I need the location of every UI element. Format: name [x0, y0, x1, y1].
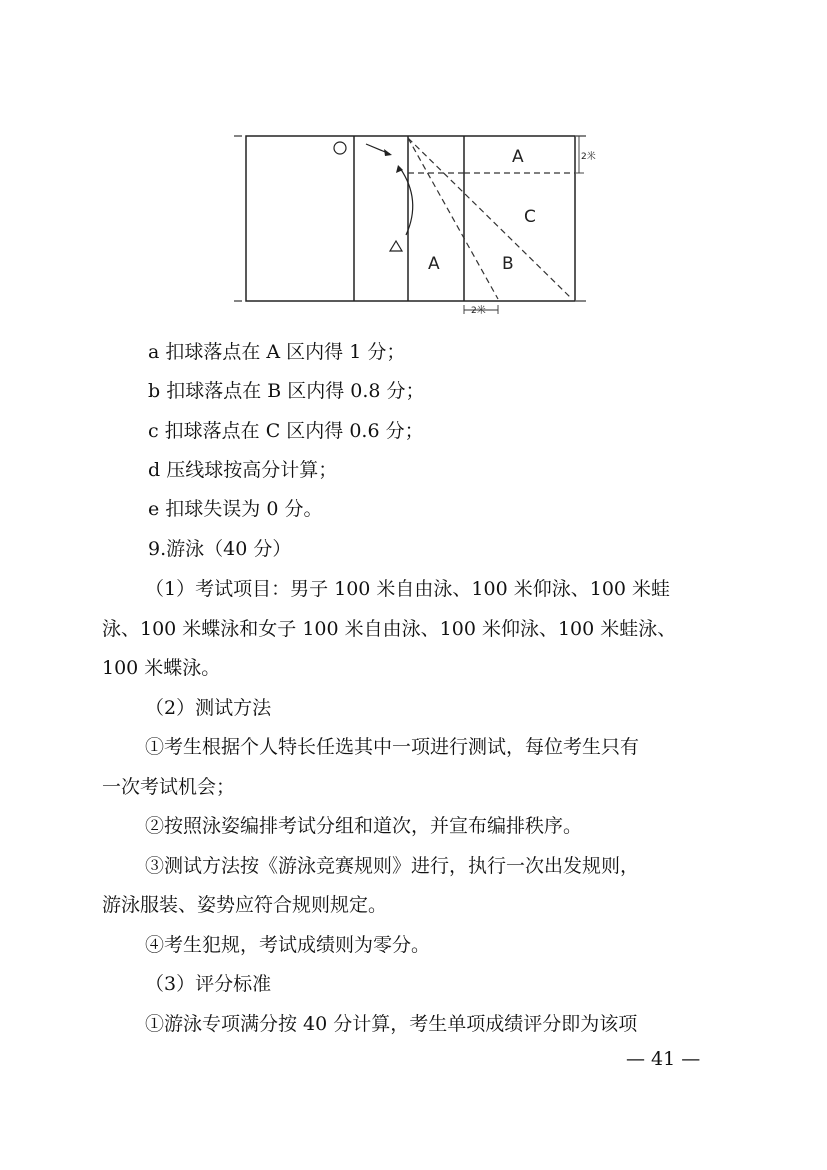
zone-a-top-label: A	[512, 147, 524, 167]
method1-line2: 一次考试机会；	[102, 776, 236, 798]
zone-b-label: B	[502, 254, 514, 274]
dim-right-label: 2米	[581, 152, 596, 162]
method3-line1: ③测试方法按《游泳竞赛规则》进行，执行一次出发规则，	[145, 855, 640, 877]
volleyball-court-diagram	[230, 128, 602, 318]
player-triangle-icon	[390, 241, 402, 251]
method3-line2: 游泳服装、姿势应符合规则规定。	[102, 894, 388, 916]
rule-a: a 扣球落点在 A 区内得 1 分；	[148, 341, 406, 363]
dim-bottom-label: 2米	[471, 306, 486, 316]
court-svg	[230, 128, 602, 318]
method4: ④考生犯规，考试成绩则为零分。	[145, 934, 431, 956]
rule-c: c 扣球落点在 C 区内得 0.6 分；	[148, 420, 424, 442]
zone-c-label: C	[524, 207, 536, 227]
method2: ②按照泳姿编排考试分组和道次，并宣布编排秩序。	[145, 815, 583, 837]
item1-line1: （1）考试项目：男子 100 米自由泳、100 米仰泳、100 米蛙	[145, 578, 671, 600]
ball-arrow-head	[384, 149, 392, 156]
diagonal-line-c	[408, 138, 572, 299]
item1-line3: 100 米蝶泳。	[102, 657, 221, 679]
rule-e: e 扣球失误为 0 分。	[148, 498, 323, 520]
item3-heading: （3）评分标准	[145, 973, 272, 995]
diagonal-line-b	[408, 138, 498, 299]
ball-icon	[334, 142, 346, 154]
page-number: — 41 —	[626, 1048, 701, 1070]
item2-heading: （2）测试方法	[145, 697, 272, 719]
rule-d: d 压线球按高分计算；	[148, 459, 338, 481]
zone-a-bottom-label: A	[428, 254, 440, 274]
player-path	[400, 168, 413, 235]
method1-line1: ①考生根据个人特长任选其中一项进行测试，每位考生只有	[145, 736, 640, 758]
scoring1-line1: ①游泳专项满分按 40 分计算，考生单项成绩评分即为该项	[145, 1013, 638, 1035]
rule-b: b 扣球落点在 B 区内得 0.8 分；	[148, 380, 425, 402]
item1-line2: 泳、100 米蝶泳和女子 100 米自由泳、100 米仰泳、100 米蛙泳、	[102, 618, 677, 640]
section-heading-swimming: 9.游泳（40 分）	[148, 538, 292, 560]
